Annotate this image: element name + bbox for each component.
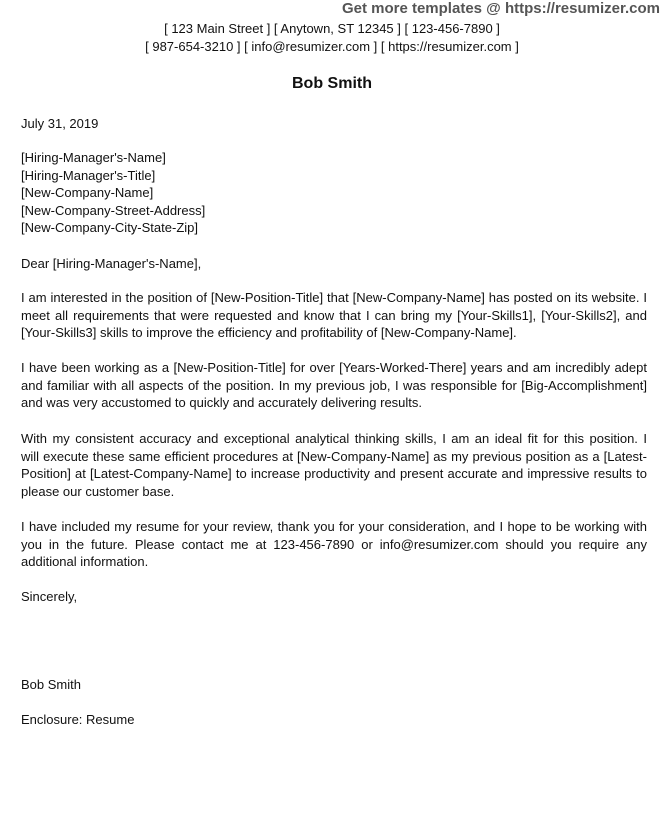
paragraph-line: I have included my resume for your review, thank you for your consideration, and I hope to be working with (21, 519, 647, 534)
complimentary-closing: Sincerely, (21, 589, 78, 604)
letter-date: July 31, 2019 (21, 116, 99, 131)
contact-line-address-phone: [ 123 Main Street ] [ Anytown, ST 12345 ] [ 123-456-7890 ] (164, 21, 500, 36)
paragraph-line: you in the future. Please contact me at 123-456-7890 or info@resumizer.com should you require any (21, 536, 647, 552)
recipient-company: [New-Company-Name] (21, 185, 154, 201)
paragraph-line: meet all requirements that were requested and know that I can bring my [Your-Skills1], [Your-Skills2], and (21, 307, 647, 323)
paragraph-line: [Your-Skills3] skills to improve the efficiency and profitability of [New-Company-Name]. (21, 325, 517, 341)
paragraph-line: please our customer base. (21, 483, 175, 499)
recipient-street: [New-Company-Street-Address] (21, 202, 206, 218)
template-banner: Get more templates @ https://resumizer.com (341, 0, 660, 17)
paragraph-line: I am interested in the position of [New-Position-Title] that [New-Company-Name] has posted on its website. I (21, 290, 647, 305)
paragraph-line: With my consistent accuracy and exceptional analytical thinking skills, I am an ideal fit for this position. I (21, 431, 647, 446)
enclosure-note: Enclosure: Resume (21, 712, 135, 727)
recipient-name: [Hiring-Manager's-Name] (21, 150, 166, 165)
paragraph-line: additional information. (21, 554, 149, 570)
body-paragraph-2 (21, 359, 647, 412)
body-paragraph-1 (21, 289, 647, 342)
paragraph-line: will execute these same efficient procedures at [New-Company-Name] as my previous position as a [Latest- (21, 448, 647, 464)
paragraph-line: Position] at [Latest-Company-Name] to increase productivity and present accurate and impressive results to (21, 466, 647, 482)
recipient-city-state-zip: [New-Company-City-State-Zip] (21, 220, 198, 236)
sender-name-heading: Bob Smith (292, 75, 372, 92)
paragraph-line: I have been working as a [New-Position-Title] for over [Years-Worked-There] years and am incredibly adept (21, 360, 647, 375)
paragraph-line: and familiar with all aspects of the position. In my previous job, I was responsible for [Big-Accomplishment] (21, 377, 647, 393)
signature-name: Bob Smith (21, 677, 81, 692)
salutation: Dear [Hiring-Manager's-Name], (21, 256, 202, 271)
contact-line-phone-email-web: [ 987-654-3210 ] [ info@resumizer.com ] [ https://resumizer.com ] (145, 39, 519, 54)
body-paragraph-4 (21, 518, 647, 571)
recipient-title: [Hiring-Manager's-Title] (21, 167, 156, 183)
body-paragraph-3 (21, 430, 647, 500)
recipient-address-block (21, 149, 647, 237)
paragraph-line: and was very accustomed to quickly and accurately delivering results. (21, 395, 423, 411)
